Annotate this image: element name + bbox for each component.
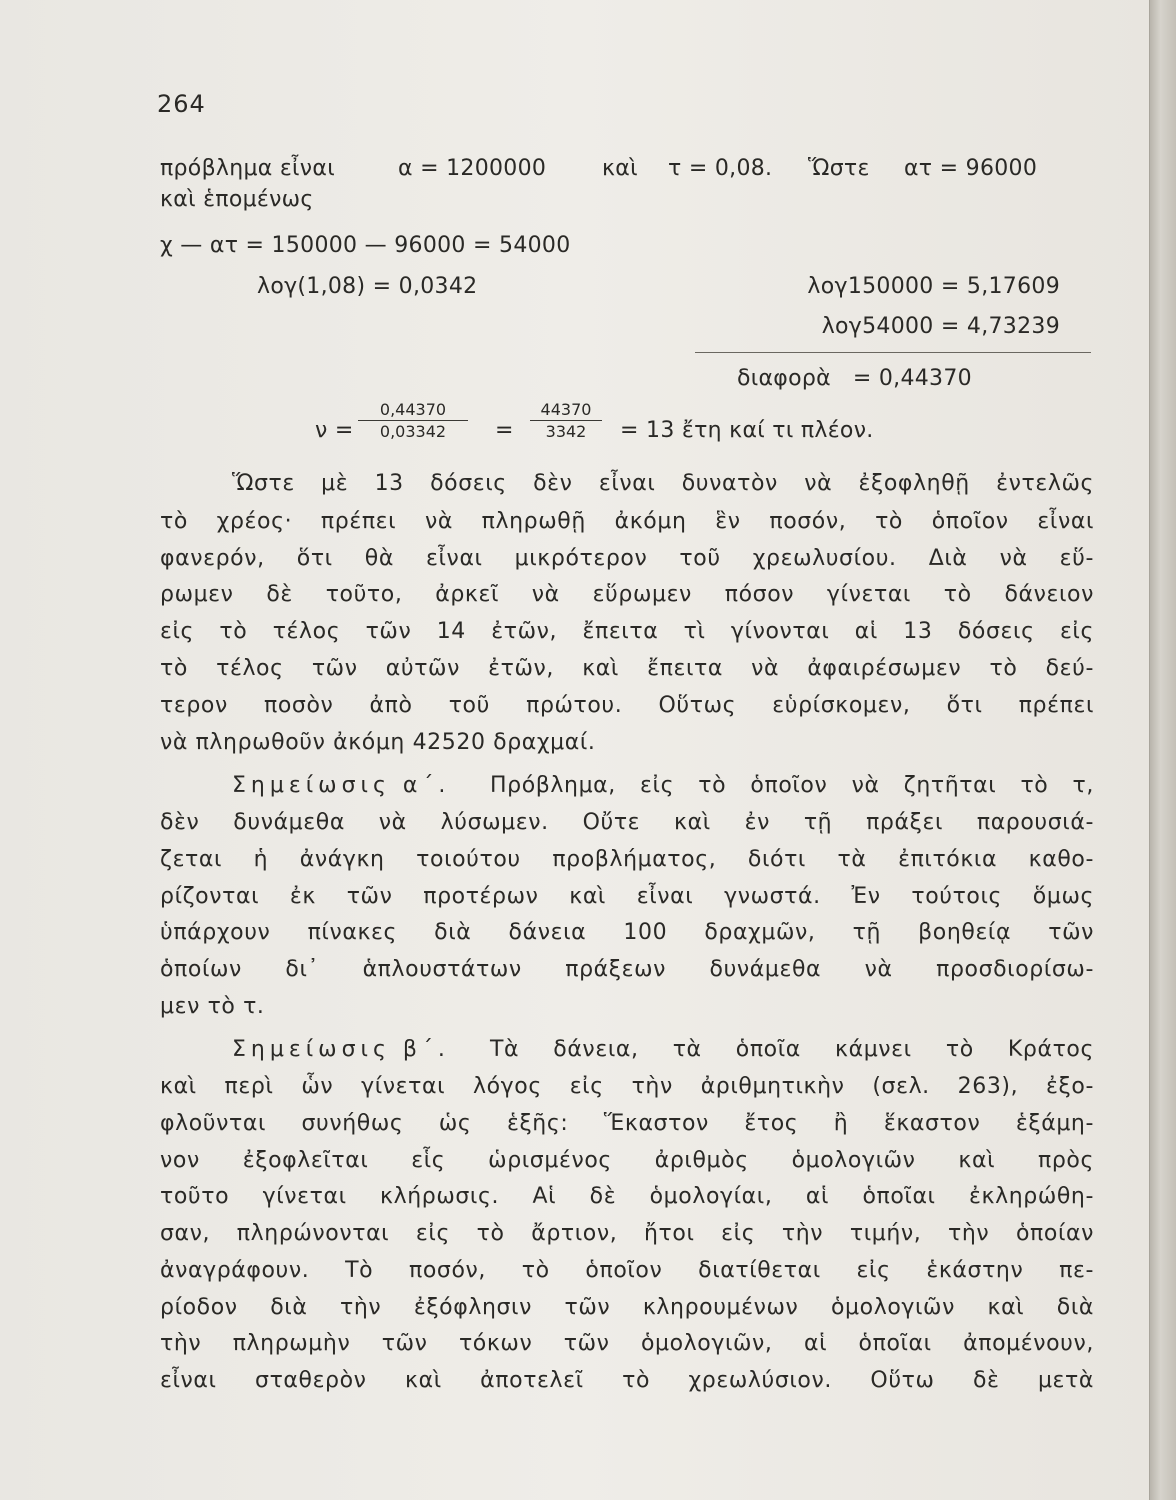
paragraph-1-line: τερον ποσὸν ἀπὸ τοῦ πρώτου. Οὕτως εὑρίσκομεν, ὅτι πρέπει bbox=[160, 693, 1094, 718]
nu-label: ν = bbox=[315, 418, 354, 443]
chi-equation: χ — ατ = 150000 — 96000 = 54000 bbox=[160, 233, 571, 258]
fraction-1 bbox=[358, 400, 468, 441]
fraction-2-bar bbox=[530, 420, 602, 421]
note-a-line: ζεται ἡ ἀνάγκη τοιούτου προβλήματος, διότι τὰ ἐπιτόκια καθο- bbox=[160, 847, 1094, 872]
log-1-08: λογ(1,08) = 0,0342 bbox=[257, 274, 478, 299]
note-b-title: Σημείωσις β΄. bbox=[232, 1037, 450, 1062]
paragraph-1-line: τὸ τέλος τῶν αὐτῶν ἐτῶν, καὶ ἔπειτα νὰ ἀφαιρέσωμεν τὸ δεύ- bbox=[160, 656, 1094, 681]
alpha-value: α = 1200000 bbox=[398, 156, 547, 181]
note-b-line: τὴν πληρωμὴν τῶν τόκων τῶν ὁμολογιῶν, αἱ ὁποῖαι ἀπομένουν, bbox=[160, 1331, 1094, 1356]
equals-sign: = bbox=[495, 418, 514, 443]
intro-and: καὶ bbox=[602, 156, 638, 181]
nu-result: = 13 ἔτη καί τι πλέον. bbox=[620, 418, 874, 443]
difference-line: διαφορὰ = 0,44370 bbox=[737, 366, 972, 391]
page-number: 264 bbox=[157, 90, 206, 118]
log-150000: λογ150000 = 5,17609 bbox=[807, 274, 1060, 299]
note-b-line: καὶ περὶ ὧν γίνεται λόγος εἰς τὴν ἀριθμητικὴν (σελ. 263), ἐξο- bbox=[160, 1074, 1094, 1099]
note-b-line: τοῦτο γίνεται κλήρωσις. Αἱ δὲ ὁμολογίαι, αἱ ὁποῖαι ἐκληρώθη- bbox=[160, 1184, 1094, 1209]
note-a-line: ὑπάρχουν πίνακες διὰ δάνεια 100 δραχμῶν, τῇ βοηθείᾳ τῶν bbox=[160, 920, 1094, 945]
tau-value: τ = 0,08. bbox=[668, 156, 773, 181]
intro-text: πρόβλημα εἶναι bbox=[160, 156, 335, 181]
note-a-line: δὲν δυνάμεθα νὰ λύσωμεν. Οὔτε καὶ ἐν τῇ πράξει παρουσιά- bbox=[160, 810, 1094, 835]
note-b-line: φλοῦνται συνήθως ὡς ἑξῆς: Ἕκαστον ἔτος ἢ ἕκαστον ἑξάμη- bbox=[160, 1111, 1094, 1136]
note-a-line: Πρόβλημα, εἰς τὸ ὁποῖον νὰ ζητῆται τὸ τ, bbox=[490, 773, 1094, 798]
note-b-line: σαν, πληρώνονται εἰς τὸ ἄρτιον, ἤτοι εἰς τὴν τιμήν, τὴν ὁποίαν bbox=[160, 1221, 1094, 1246]
note-b-line: Τὰ δάνεια, τὰ ὁποῖα κάμνει τὸ Κράτος bbox=[490, 1037, 1094, 1062]
paragraph-1-line: εἰς τὸ τέλος τῶν 14 ἐτῶν, ἔπειτα τὶ γίνονται αἱ 13 δόσεις εἰς bbox=[160, 619, 1094, 644]
paragraph-1-line: νὰ πληρωθοῦν ἀκόμη 42520 δραχμαί. bbox=[160, 730, 596, 755]
note-a-line: ὁποίων δι᾽ ἁπλουστάτων πράξεων δυνάμεθα νὰ προσδιορίσω- bbox=[160, 957, 1094, 982]
paragraph-1-line: φανερόν, ὅτι θὰ εἶναι μικρότερον τοῦ χρεωλυσίου. Διὰ νὰ εὕ- bbox=[160, 546, 1094, 571]
note-a-title: Σημείωσις α΄. bbox=[232, 773, 451, 798]
fraction-1-bar bbox=[358, 420, 468, 421]
note-a-line: μεν τὸ τ. bbox=[160, 994, 265, 1019]
log-54000: λογ54000 = 4,73239 bbox=[821, 314, 1060, 339]
note-b-line: εἶναι σταθερὸν καὶ ἀποτελεῖ τὸ χρεωλύσιον. Οὕτω δὲ μετὰ bbox=[160, 1368, 1094, 1393]
paragraph-1-line: ρωμεν δὲ τοῦτο, ἀρκεῖ νὰ εὕρωμεν πόσον γίνεται τὸ δάνειον bbox=[160, 582, 1094, 607]
intro-line-2: καὶ ἑπομένως bbox=[160, 187, 314, 212]
subtraction-rule bbox=[695, 352, 1091, 353]
note-b-line: ἀναγράφουν. Τὸ ποσόν, τὸ ὁποῖον διατίθεται εἰς ἑκάστην πε- bbox=[160, 1258, 1094, 1283]
note-b-line: νον ἐξοφλεῖται εἷς ὡρισμένος ἀριθμὸς ὁμολογιῶν καὶ πρὸς bbox=[160, 1148, 1094, 1173]
fraction-1-numerator: 0,44370 bbox=[379, 400, 447, 419]
fraction-2-denominator: 3342 bbox=[545, 422, 587, 441]
hoste-word: Ὥστε bbox=[808, 156, 870, 181]
fraction-2-numerator: 44370 bbox=[540, 400, 592, 419]
paragraph-1-line: τὸ χρέος· πρέπει νὰ πληρωθῇ ἀκόμη ἓν ποσόν, τὸ ὁποῖον εἶναι bbox=[160, 509, 1094, 534]
at-value: ατ = 96000 bbox=[904, 156, 1038, 181]
note-b-line: ρίοδον διὰ τὴν ἐξόφλησιν τῶν κληρουμένων ὁμολογιῶν καὶ διὰ bbox=[160, 1295, 1094, 1320]
fraction-2 bbox=[530, 400, 602, 441]
note-a-line: ρίζονται ἐκ τῶν προτέρων καὶ εἶναι γνωστά. Ἐν τούτοις ὅμως bbox=[160, 884, 1094, 909]
page-edge bbox=[1149, 0, 1176, 1500]
fraction-1-denominator: 0,03342 bbox=[379, 422, 447, 441]
paragraph-1-line: Ὥστε μὲ 13 δόσεις δὲν εἶναι δυνατὸν νὰ ἐξοφληθῇ ἐντελῶς bbox=[232, 471, 1094, 496]
